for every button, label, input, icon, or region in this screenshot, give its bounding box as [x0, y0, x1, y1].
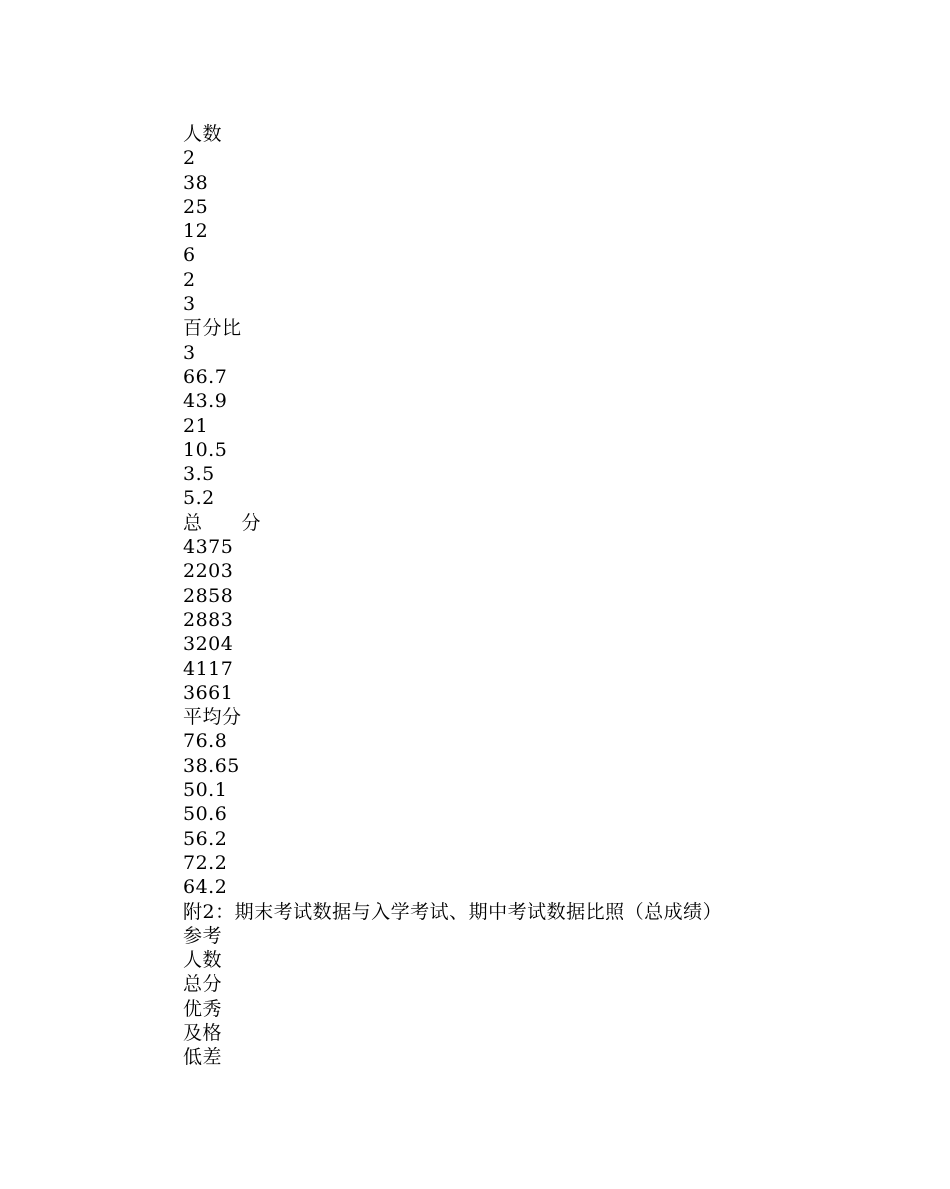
value-cell: 38.65 — [183, 754, 240, 777]
appendix-label: 及格 — [183, 1021, 223, 1044]
value-cell: 21 — [183, 414, 209, 437]
appendix-title: 附2：期末考试数据与入学考试、期中考试数据比照（总成绩） — [183, 900, 723, 923]
value-cell: 2203 — [183, 560, 234, 583]
value-cell: 3 — [183, 341, 196, 364]
appendix-label: 参考 — [183, 924, 223, 947]
value-cell: 72.2 — [183, 851, 228, 874]
value-cell: 2858 — [183, 584, 234, 607]
appendix-label: 总分 — [183, 973, 223, 996]
value-cell: 56.2 — [183, 827, 228, 850]
document-body — [183, 122, 883, 1070]
value-cell: 4375 — [183, 536, 234, 559]
appendix-label: 优秀 — [183, 997, 223, 1020]
section-heading: 总 分 — [183, 511, 262, 534]
value-cell: 50.6 — [183, 803, 228, 826]
section-average-score — [183, 705, 883, 899]
value-cell: 4117 — [183, 657, 234, 680]
value-cell: 6 — [183, 244, 196, 267]
value-cell: 3 — [183, 293, 196, 316]
value-cell: 38 — [183, 171, 209, 194]
value-cell: 66.7 — [183, 365, 228, 388]
value-cell: 76.8 — [183, 730, 228, 753]
value-cell: 10.5 — [183, 438, 228, 461]
value-cell: 5.2 — [183, 487, 215, 510]
value-cell: 2 — [183, 268, 196, 291]
value-cell: 2 — [183, 147, 196, 170]
section-percentage — [183, 316, 883, 510]
value-cell: 3204 — [183, 633, 234, 656]
section-heading: 平均分 — [183, 706, 242, 729]
value-cell: 64.2 — [183, 876, 228, 899]
section-heading: 人数 — [183, 123, 223, 145]
value-cell: 50.1 — [183, 779, 228, 802]
value-cell: 3661 — [183, 681, 234, 704]
value-cell: 25 — [183, 195, 209, 218]
value-cell: 43.9 — [183, 390, 228, 413]
value-cell: 3.5 — [183, 463, 215, 486]
appendix-label: 低差 — [183, 1046, 223, 1069]
section-headcount — [183, 122, 883, 316]
value-cell: 2883 — [183, 608, 234, 631]
section-total-score — [183, 511, 883, 705]
appendix-label: 人数 — [183, 949, 223, 972]
value-cell: 12 — [183, 220, 209, 243]
section-heading: 百分比 — [183, 317, 242, 340]
appendix-2 — [183, 900, 883, 1070]
